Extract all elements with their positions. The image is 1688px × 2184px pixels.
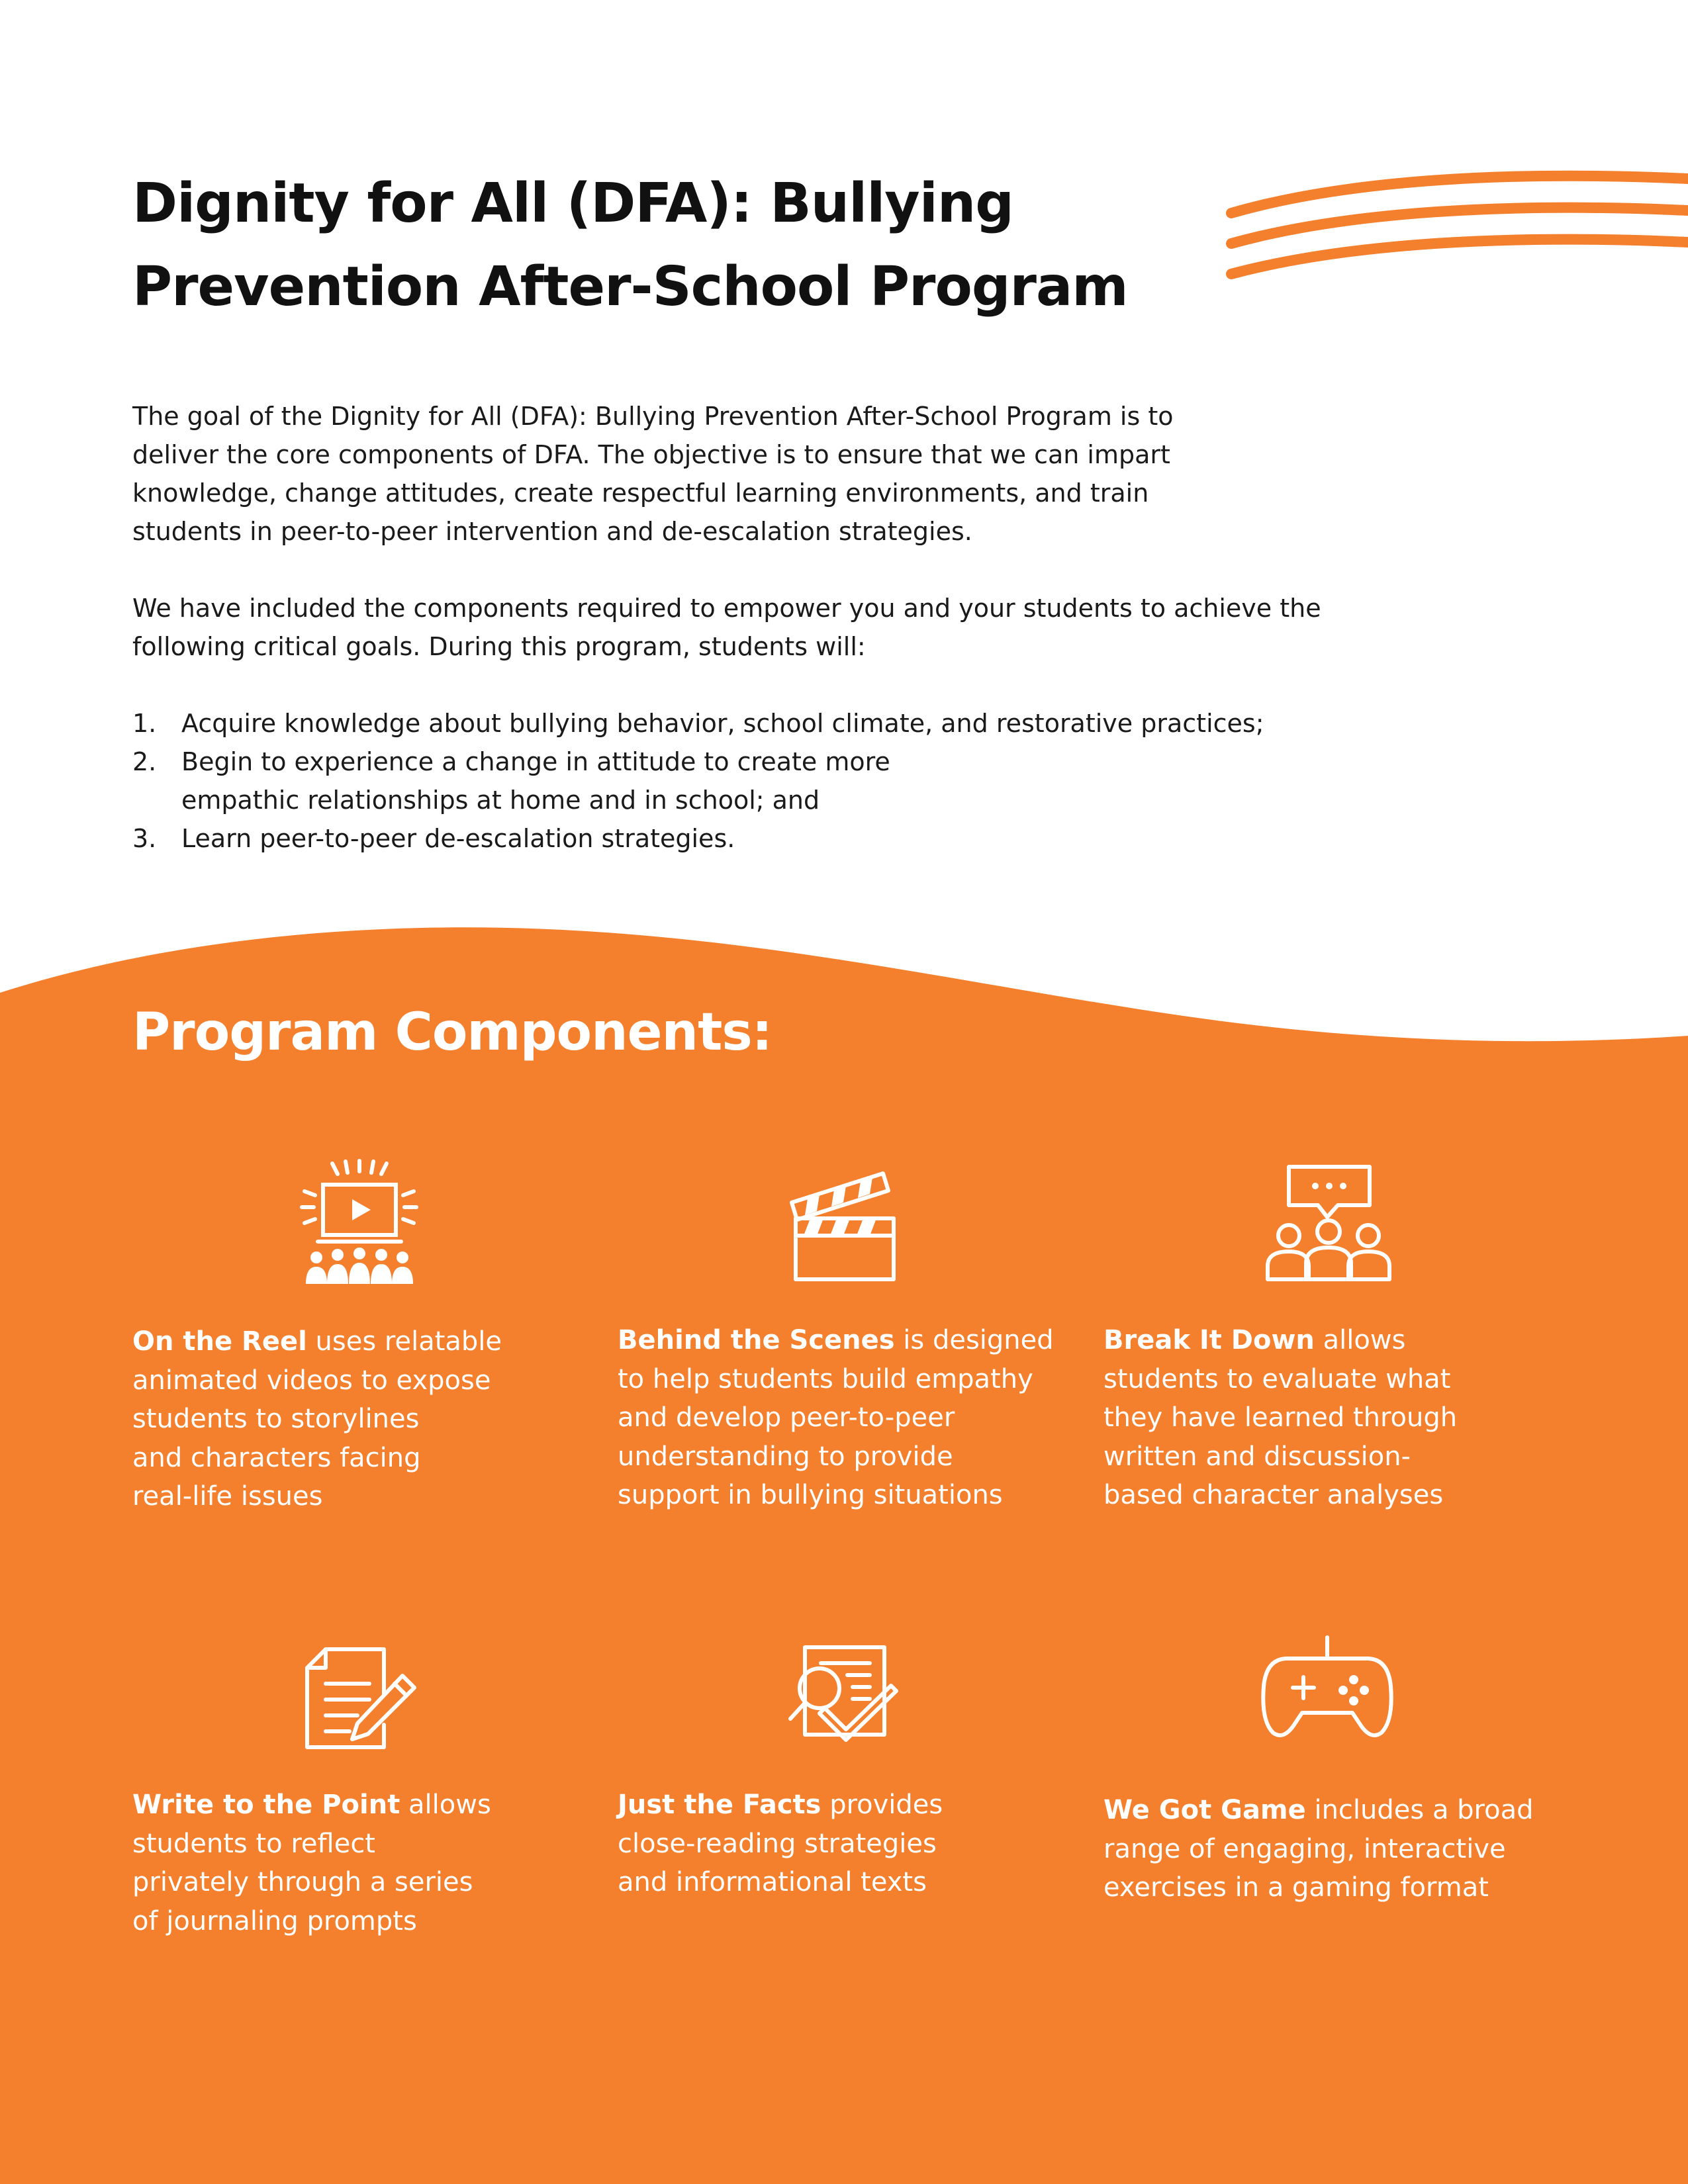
clapperboard-icon [788, 1161, 900, 1284]
discussion-group-icon [1261, 1161, 1397, 1284]
goals-list [132, 704, 1489, 858]
component-text: allows [1314, 1325, 1406, 1355]
goal-text: Learn peer-to-peer de-escalation strategies. [181, 824, 735, 853]
intro-p1-line: deliver the core components of DFA. The objective is to ensure that we can impart [132, 440, 1170, 469]
component-first-line [1103, 1321, 1457, 1360]
intro-p1-line: knowledge, change attitudes, create respectful learning environments, and train [132, 478, 1149, 508]
component-text: real-life issues [132, 1481, 323, 1512]
component-text: of journaling prompts [132, 1905, 417, 1936]
title-line-1: Dignity for All (DFA): Bullying [132, 172, 1013, 235]
goal-text: Begin to experience a change in attitude to create more [181, 747, 890, 776]
component-first-line [132, 1322, 502, 1361]
intro-paragraph-2 [132, 589, 1489, 666]
component-name: Just the Facts [618, 1790, 821, 1820]
goal-item [132, 704, 1489, 743]
game-controller-icon [1261, 1635, 1393, 1741]
goal-number: 2. [132, 747, 157, 776]
component-text: students to evaluate what [1103, 1363, 1451, 1394]
intro-p2-line: We have included the components required to empower you and your students to achieve the [132, 594, 1321, 623]
component-first-line [1103, 1791, 1534, 1830]
component-write-to-the-point [132, 1786, 491, 1940]
component-text: understanding to provide [618, 1441, 953, 1472]
intro-p1-line: The goal of the Dignity for All (DFA): Bullying Prevention After-School Program is to [132, 402, 1174, 431]
intro-section [132, 397, 1489, 858]
intro-paragraph-1 [132, 397, 1489, 551]
component-text: and develop peer-to-peer [618, 1402, 955, 1433]
goal-text: empathic relationships at home and in school; and [181, 786, 820, 815]
title-line-2: Prevention After-School Program [132, 255, 1128, 318]
goal-text: Acquire knowledge about bullying behavior, school climate, and restorative practices; [181, 709, 1264, 738]
component-text: exercises in a gaming format [1103, 1872, 1489, 1903]
goal-item [132, 819, 1489, 858]
component-text: range of engaging, interactive [1103, 1833, 1506, 1864]
component-name: Behind the Scenes [618, 1325, 895, 1355]
component-on-the-reel [132, 1322, 502, 1516]
component-break-it-down [1103, 1321, 1457, 1515]
document-magnifier-icon [786, 1645, 900, 1751]
journal-pencil-icon [303, 1647, 417, 1751]
component-text: uses relatable [306, 1326, 502, 1357]
component-text: includes a broad [1305, 1795, 1534, 1825]
decorative-stripes [1218, 159, 1688, 304]
component-name: Break It Down [1103, 1325, 1315, 1355]
component-text: provides [821, 1790, 943, 1820]
component-text: privately through a series [132, 1867, 473, 1897]
component-behind-the-scenes [618, 1321, 1054, 1515]
component-text: and characters facing [132, 1442, 421, 1473]
goal-item [132, 743, 1489, 819]
goal-number: 1. [132, 709, 157, 738]
component-text: students to storylines [132, 1404, 420, 1434]
goal-number: 3. [132, 824, 157, 853]
component-text: they have learned through [1103, 1402, 1458, 1433]
component-first-line [618, 1786, 943, 1825]
component-just-the-facts [618, 1786, 943, 1902]
component-text: students to reflect [132, 1828, 375, 1859]
component-text: and informational texts [618, 1867, 927, 1897]
component-we-got-game [1103, 1791, 1534, 1907]
component-name: We Got Game [1103, 1795, 1306, 1825]
component-text: close-reading strategies [618, 1828, 937, 1859]
component-name: Write to the Point [132, 1790, 400, 1820]
component-text: written and discussion- [1103, 1441, 1411, 1472]
component-text: is designed [894, 1325, 1054, 1355]
component-text: allows [400, 1790, 491, 1820]
component-text: to help students build empathy [618, 1363, 1033, 1394]
component-first-line [132, 1786, 491, 1825]
component-text: animated videos to expose [132, 1365, 491, 1396]
page-title [132, 162, 1192, 329]
intro-p1-line: students in peer-to-peer intervention and de-escalation strategies. [132, 517, 972, 546]
video-audience-icon [291, 1158, 427, 1287]
component-text: based character analyses [1103, 1480, 1444, 1510]
component-text: support in bullying situations [618, 1480, 1003, 1510]
intro-p2-line: following critical goals. During this program, students will: [132, 632, 866, 661]
component-first-line [618, 1321, 1054, 1360]
component-name: On the Reel [132, 1326, 307, 1357]
components-heading: Program Components: [132, 1003, 772, 1062]
